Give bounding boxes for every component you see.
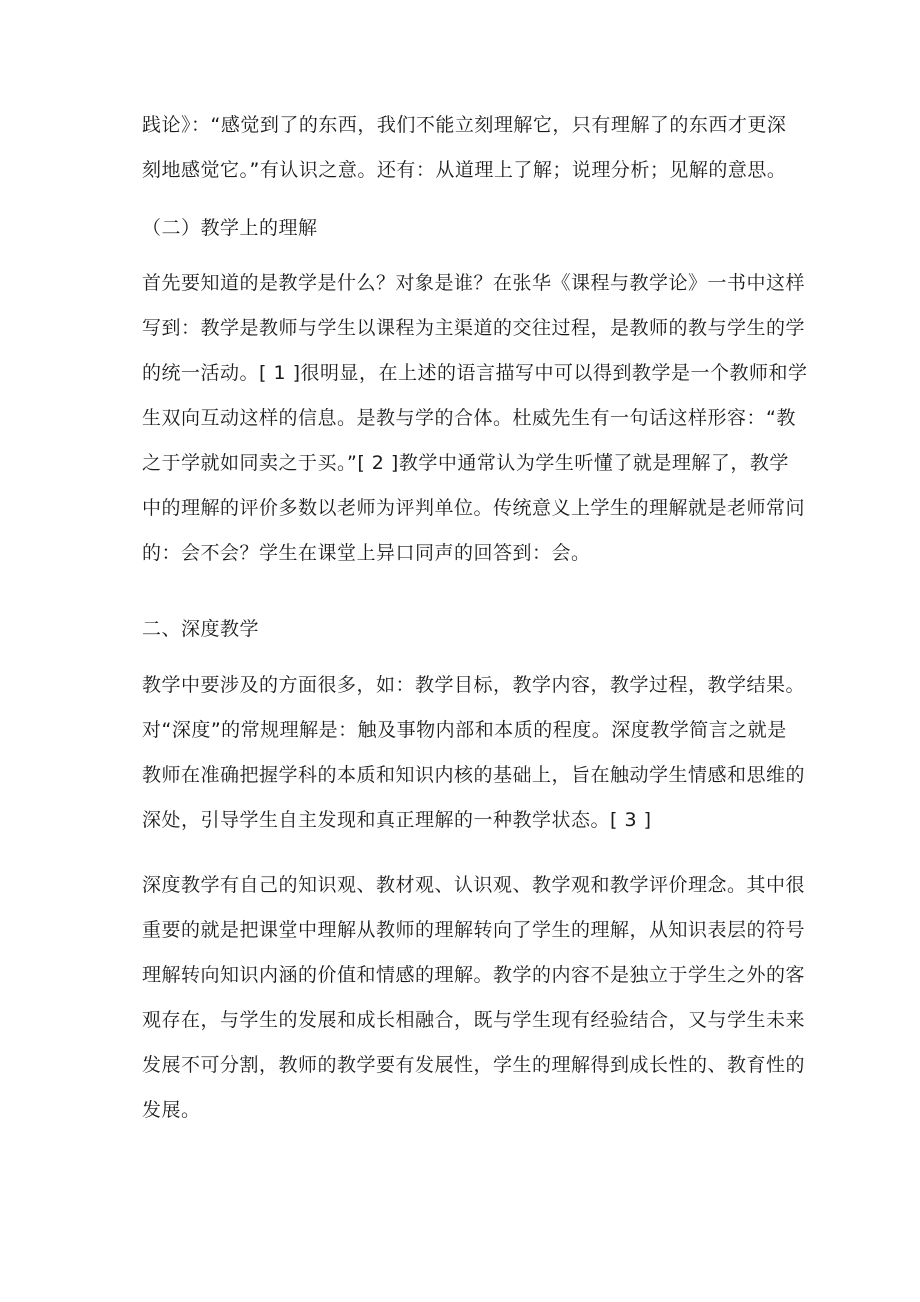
text-line: 对“深度”的常规理解是：触及事物内部和本质的程度。深度教学简言之就是 — [142, 719, 787, 741]
paragraph-what-is-teaching — [142, 267, 808, 569]
text-line: 教学中要涉及的方面很多，如：教学目标，教学内容，教学过程，教学结果。 — [142, 674, 806, 696]
text-line: 首先要知道的是教学是什么？对象是谁？在张华《课程与教学论》一书中这样 — [142, 272, 806, 294]
text-line: 的统一活动。[ 1 ]很明显，在上述的语言描写中可以得到教学是一个教师和学 — [142, 362, 808, 384]
text-line: 深处，引导学生自主发现和真正理解的一种教学状态。[ 3 ] — [142, 809, 652, 831]
text-line: 发展不可分割，教师的教学要有发展性，学生的理解得到成长性的、教育性的 — [142, 1054, 806, 1076]
text-line: 发展。 — [142, 1099, 201, 1121]
text-line: 的：会不会？学生在课堂上异口同声的回答到：会。 — [142, 542, 591, 564]
text-line: 教师在准确把握学科的本质和知识内核的基础上，旨在触动学生情感和思维的 — [142, 764, 806, 786]
section-heading: （二）教学上的理解 — [142, 217, 318, 239]
paragraph-deep-teaching-concepts — [142, 869, 806, 1126]
text-line: 生双向互动这样的信息。是教与学的合体。杜威先生有一句话这样形容：“教 — [142, 407, 796, 429]
text-line: 践论》：“感觉到了的东西，我们不能立刻理解它，只有理解了的东西才更深 — [142, 114, 787, 136]
text-line: 观存在，与学生的发展和成长相融合，既与学生现有经验结合，又与学生未来 — [142, 1009, 806, 1031]
text-line: 深度教学有自己的知识观、教材观、认识观、教学观和教学评价理念。其中很 — [142, 874, 806, 896]
section-heading: 二、深度教学 — [142, 618, 260, 640]
text-line: 重要的就是把课堂中理解从教师的理解转向了学生的理解，从知识表层的符号 — [142, 919, 806, 941]
text-line: 刻地感觉它。”有认识之意。还有：从道理上了解；说理分析；见解的意思。 — [142, 159, 787, 181]
text-line: 理解转向知识内涵的价值和情感的理解。教学的内容不是独立于学生之外的客 — [142, 964, 806, 986]
text-line: 之于学就如同卖之于买。”[ 2 ]教学中通常认为学生听懂了就是理解了，教学 — [142, 452, 789, 474]
paragraph-quote-continuation — [142, 109, 787, 186]
text-line: 写到：教学是教师与学生以课程为主渠道的交往过程，是教师的教与学生的学 — [142, 317, 806, 339]
section-heading-teaching-understanding — [142, 212, 782, 244]
text-line: 中的理解的评价多数以老师为评判单位。传统意义上学生的理解就是老师常问 — [142, 497, 806, 519]
section-heading-deep-teaching — [142, 613, 782, 645]
paragraph-deep-teaching-definition — [142, 669, 806, 836]
